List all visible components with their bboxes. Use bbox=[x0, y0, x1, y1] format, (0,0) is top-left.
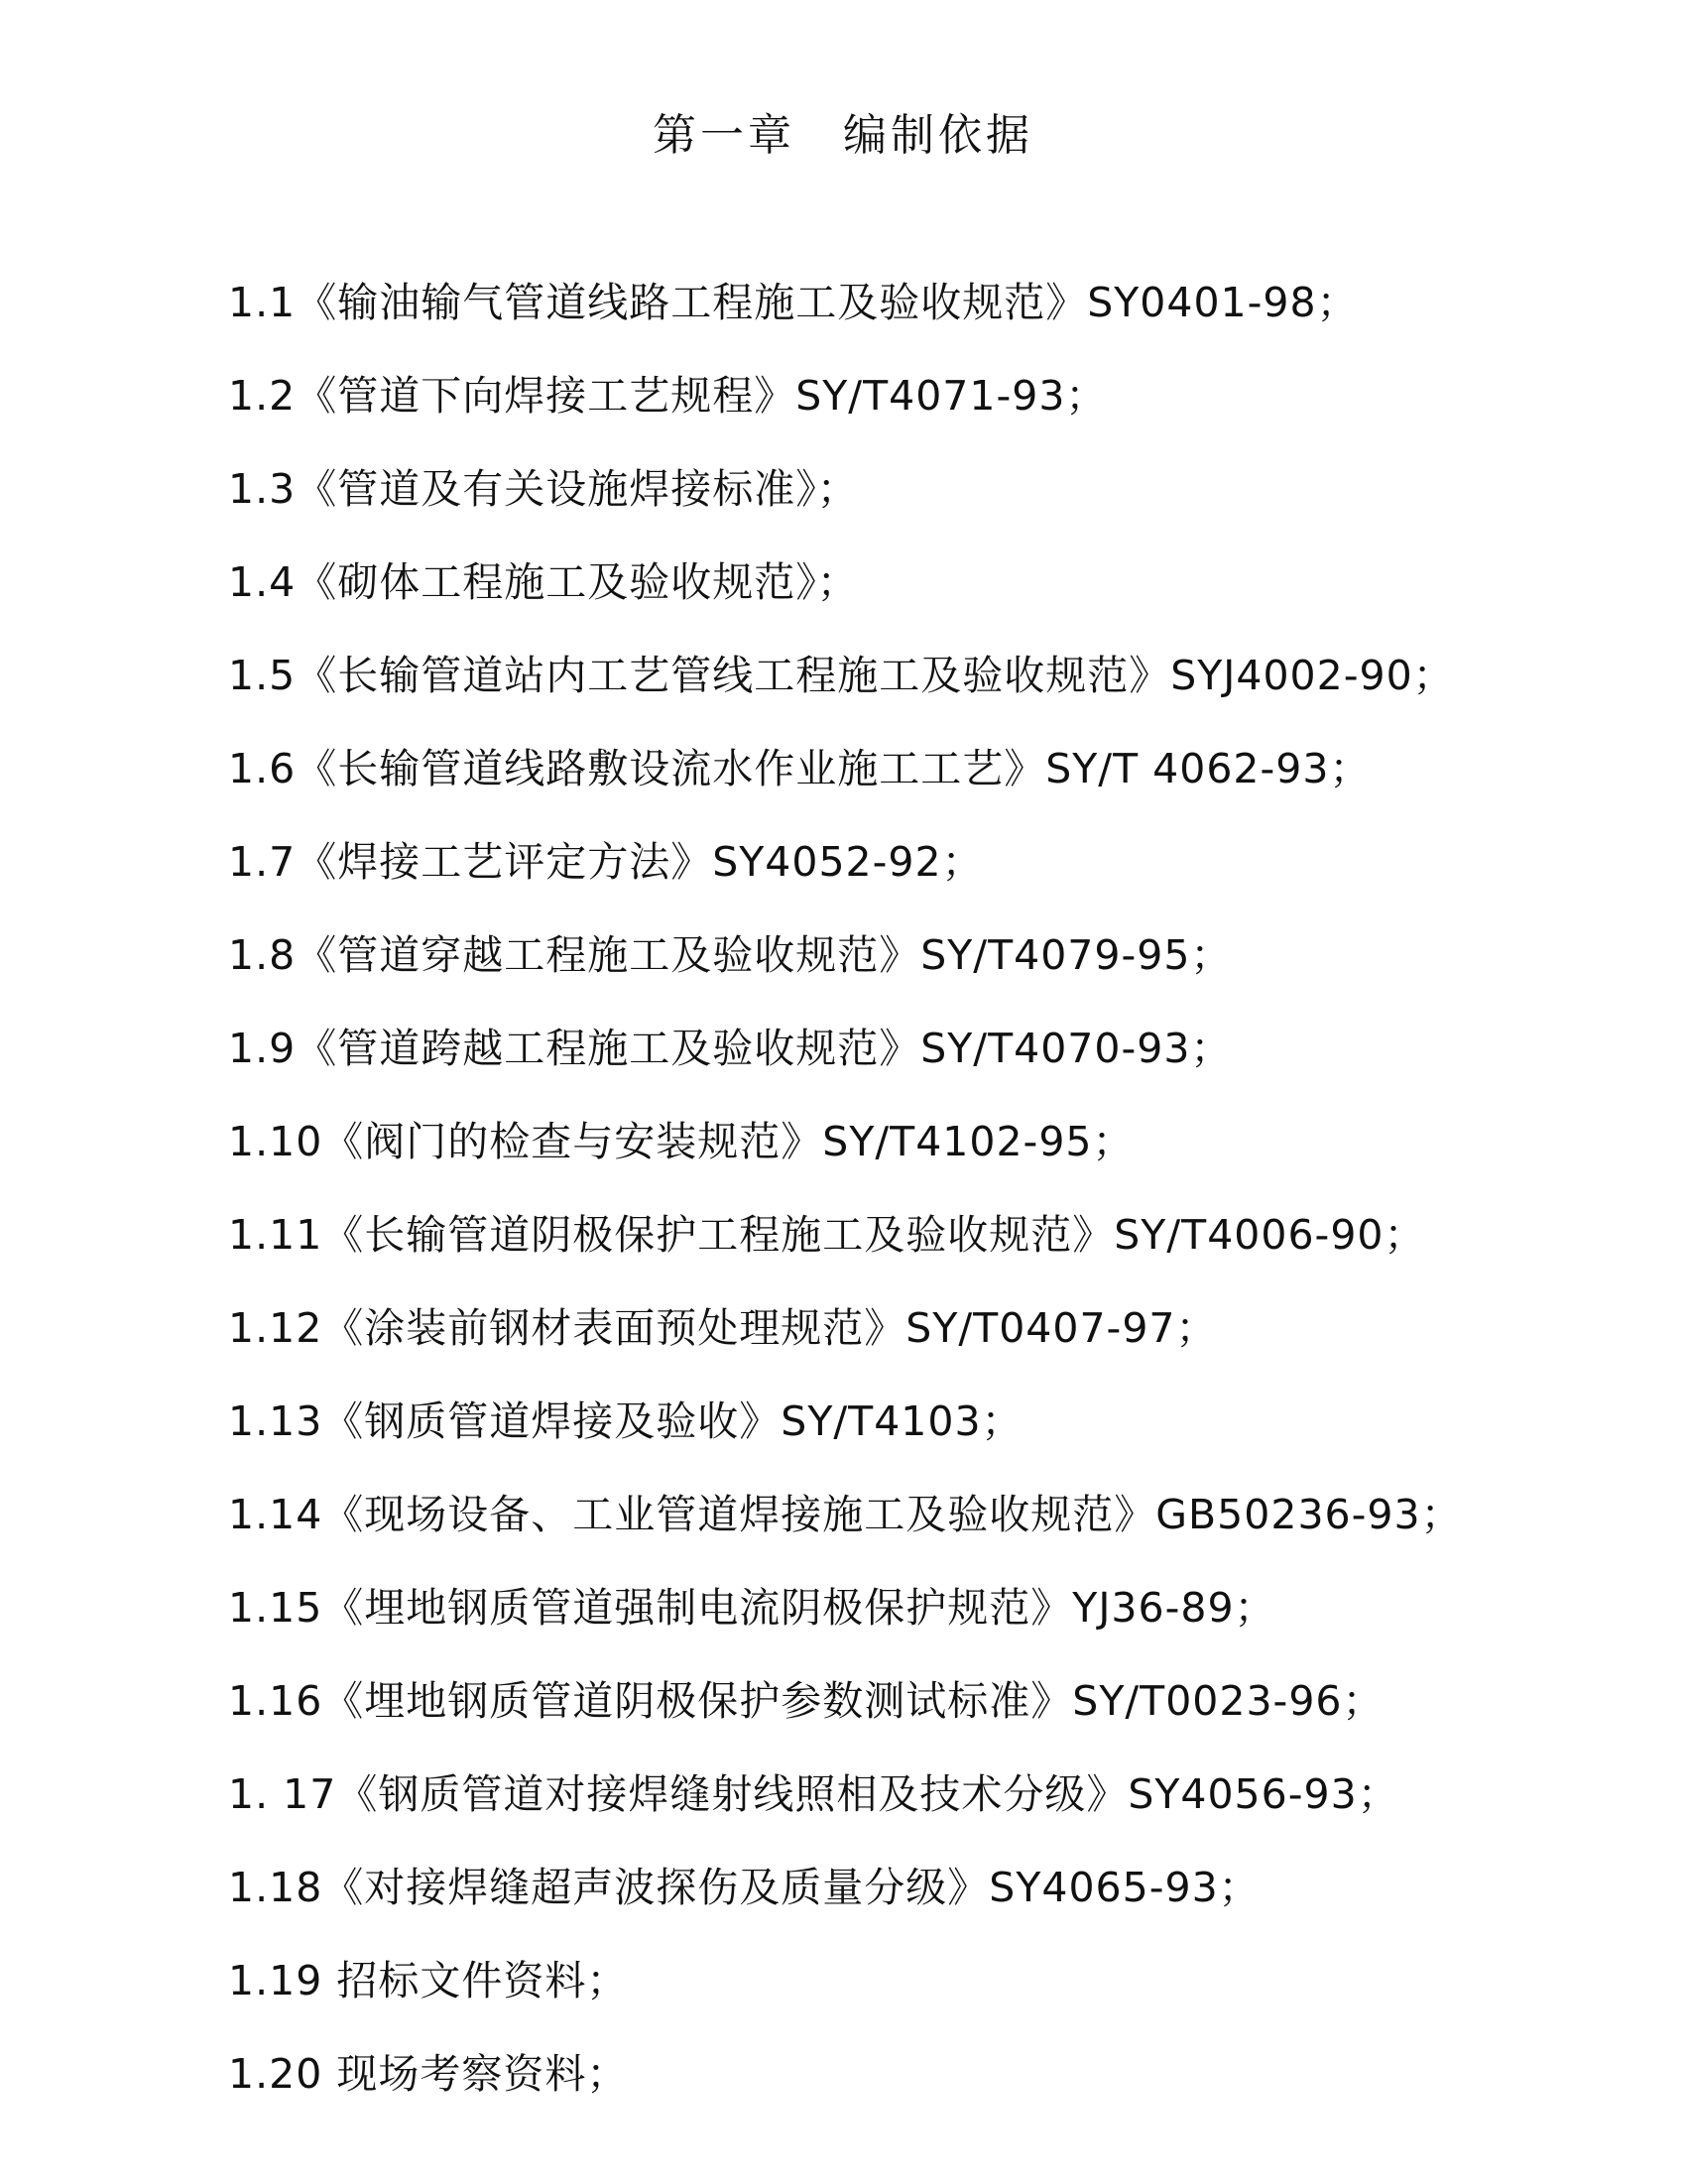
chapter-title: 第一章 编制依据 bbox=[653, 110, 1033, 161]
list-item: 1.3《管道及有关设施焊接标准》； bbox=[228, 465, 859, 513]
list-item: 1.14《现场设备、工业管道焊接施工及验收规范》GB50236-93； bbox=[228, 1491, 1463, 1538]
list-item: 1.18《对接焊缝超声波探伤及质量分级》SY4065-93； bbox=[228, 1864, 1261, 1911]
list-item: 1.6《长输管道线路敷设流水作业施工工艺》SY/T 4062-93； bbox=[228, 745, 1372, 792]
list-item: 1.4《砌体工程施工及验收规范》； bbox=[228, 558, 859, 606]
reference-list bbox=[228, 256, 1577, 2121]
list-item: 1.15《埋地钢质管道强制电流阴极保护规范》YJ36-89； bbox=[228, 1584, 1276, 1632]
list-item: 1.16《埋地钢质管道阴极保护参数测试标准》SY/T0023-96； bbox=[228, 1677, 1385, 1725]
list-item: 1.1《输油输气管道线路工程施工及验收规范》SY0401-98； bbox=[228, 279, 1359, 326]
list-item: 1.2《管道下向焊接工艺规程》SY/T4071-93； bbox=[228, 372, 1108, 420]
list-item: 1.20 现场考察资料； bbox=[228, 2050, 629, 2098]
list-item: 1.12《涂装前钢材表面预处理规范》SY/T0407-97； bbox=[228, 1304, 1218, 1352]
list-item: 1.5《长输管道站内工艺管线工程施工及验收规范》SYJ4002-90； bbox=[228, 652, 1455, 699]
list-item: 1.7《焊接工艺评定方法》SY4052-92； bbox=[228, 838, 984, 886]
list-item: 1.11《长输管道阴极保护工程施工及验收规范》SY/T4006-90； bbox=[228, 1211, 1426, 1259]
list-item: 1.19 招标文件资料； bbox=[228, 1957, 629, 2004]
list-item: 1.8《管道穿越工程施工及验收规范》SY/T4079-95； bbox=[228, 931, 1233, 979]
list-item: 1.10《阀门的检查与安装规范》SY/T4102-95； bbox=[228, 1118, 1135, 1165]
list-item: 1.9《管道跨越工程施工及验收规范》SY/T4070-93； bbox=[228, 1025, 1233, 1072]
list-item: 1.13《钢质管道焊接及验收》SY/T4103； bbox=[228, 1397, 1024, 1445]
list-item: 1. 17《钢质管道对接焊缝射线照相及技术分级》SY4056-93； bbox=[228, 1770, 1399, 1818]
